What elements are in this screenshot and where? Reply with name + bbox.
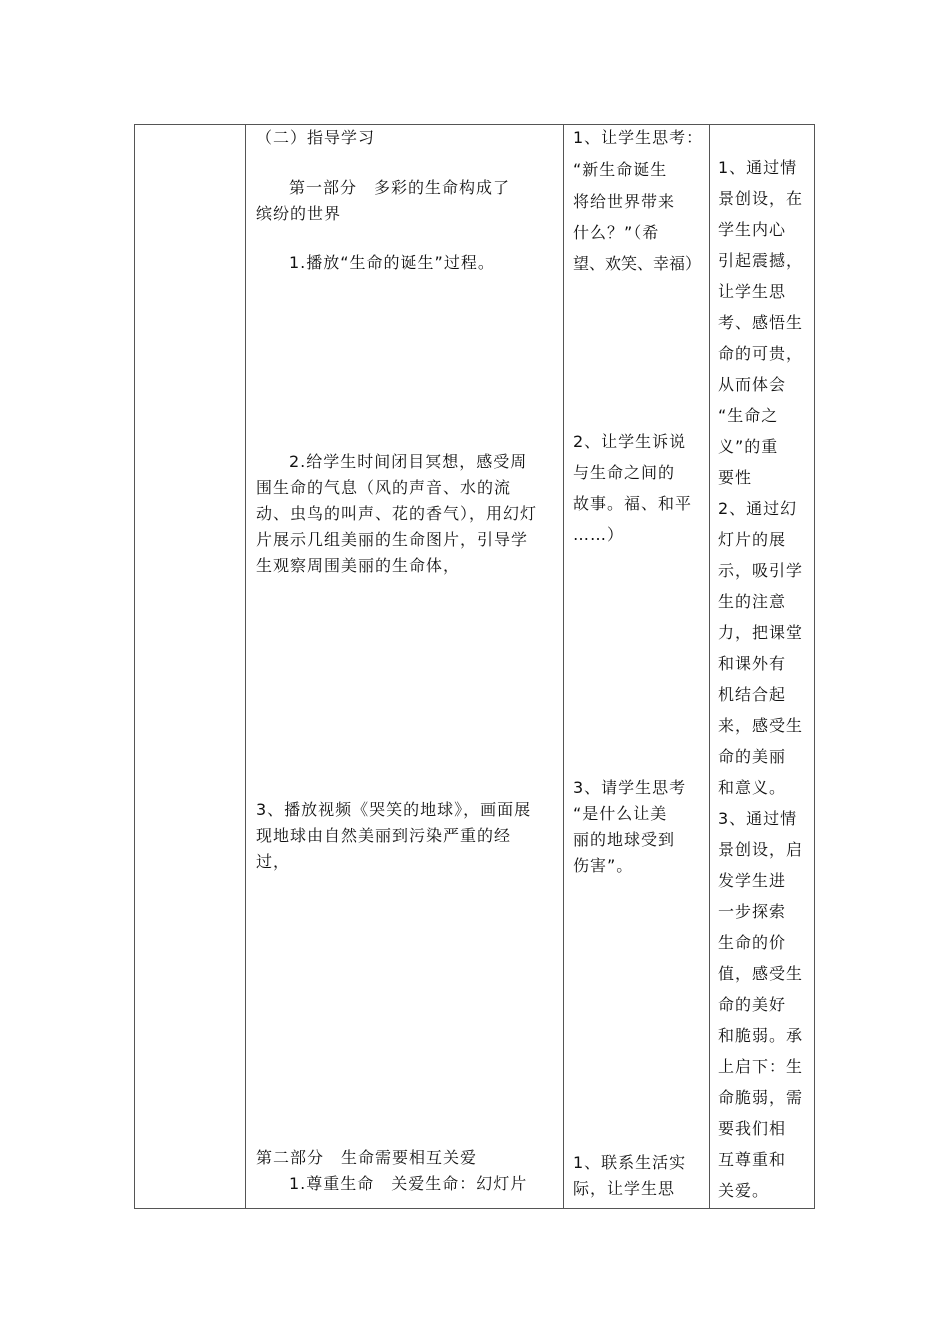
design-intent-line: 一步探索 [718,902,787,921]
step-3-line: 3、播放视频《哭笑的地球》，画面展 [256,800,532,819]
step-3-line: 过， [256,852,291,871]
design-intent-line: 和意义。 [718,778,787,797]
design-intent-line: 上启下：生 [718,1057,804,1076]
activity-3-line: 伤害”。 [573,856,634,875]
design-intent-line: 景创设，在 [718,189,804,208]
activity-3-line: 3、请学生思考 [573,778,687,797]
design-intent-line: 示，吸引学 [718,561,804,580]
part2-title: 第二部分 生命需要相互关爱 [256,1148,478,1167]
design-intent-line: 要我们相 [718,1119,787,1138]
part1-title-cont: 缤纷的世界 [256,204,342,223]
activity-1-line: 什么？”（希 [573,223,660,242]
activity-3-line: 丽的地球受到 [573,830,676,849]
activity-3-line: “是什么让美 [573,804,668,823]
design-intent-line: 景创设，启 [718,840,804,859]
activity-1-line: 1、让学生思考： [573,128,704,147]
design-intent-line: 3、通过情 [718,809,798,828]
step-2-line: 片展示几组美丽的生命图片，引导学 [256,530,529,549]
part2-step-1: 1.尊重生命 关爱生命：幻灯片 [289,1174,528,1193]
design-intent-line: 1、通过情 [718,158,798,177]
column-divider-1 [245,124,246,1209]
design-intent-line: 和脆弱。承 [718,1026,804,1045]
activity-2-line: ……） [573,525,625,544]
design-intent-line: 机结合起 [718,685,787,704]
design-intent-line: 让学生思 [718,282,787,301]
design-intent-line: “生命之 [718,406,779,425]
design-intent-line: 学生内心 [718,220,787,239]
design-intent-line: 灯片的展 [718,530,787,549]
lesson-plan-table [134,124,815,1209]
design-intent-line: 要性 [718,468,753,487]
design-intent-line: 2、通过幻 [718,499,798,518]
design-intent-line: 发学生进 [718,871,787,890]
design-intent-line: 命的美丽 [718,747,787,766]
design-intent-line: 引起震撼， [718,251,804,270]
activity-4-line: 1、联系生活实 [573,1153,687,1172]
activity-2-line: 2、让学生诉说 [573,432,687,451]
design-intent-line: 命的美好 [718,995,787,1014]
step-2-line: 围生命的气息（风的声音、水的流 [256,478,512,497]
design-intent-line: 生命的价 [718,933,787,952]
column-divider-3 [709,124,710,1209]
activity-1-line: “新生命诞生 [573,160,668,179]
part1-title: 第一部分 多彩的生命构成了 [289,178,511,197]
design-intent-line: 值，感受生 [718,964,804,983]
design-intent-line: 命脆弱，需 [718,1088,804,1107]
activity-2-line: 故事。福、和平 [573,494,693,513]
design-intent-column [718,152,810,1206]
activity-2-line: 与生命之间的 [573,463,676,482]
design-intent-line: 来，感受生 [718,716,804,735]
activity-1-line: 将给世界带来 [573,192,676,211]
step-2-line: 2.给学生时间闭目冥想，感受周 [289,452,528,471]
step-1: 1.播放“生命的诞生”过程。 [289,253,495,272]
design-intent-line: 考、感悟生 [718,313,804,332]
design-intent-line: 从而体会 [718,375,787,394]
activity-1-line: 望、欢笑、幸福） [573,254,702,273]
step-3-line: 现地球由自然美丽到污染严重的经 [256,826,512,845]
step-2-line: 生观察周围美丽的生命体， [256,556,461,575]
design-intent-line: 命的可贵， [718,344,804,363]
activity-4-line: 际，让学生思 [573,1179,676,1198]
design-intent-line: 生的注意 [718,592,787,611]
design-intent-line: 关爱。 [718,1181,770,1200]
section-heading: （二）指导学习 [256,128,376,147]
step-2-line: 动、虫鸟的叫声、花的香气），用幻灯 [256,504,538,523]
design-intent-line: 力，把课堂 [718,623,804,642]
design-intent-line: 和课外有 [718,654,787,673]
design-intent-line: 义”的重 [718,437,779,456]
design-intent-line: 互尊重和 [718,1150,787,1169]
column-divider-2 [563,124,564,1209]
